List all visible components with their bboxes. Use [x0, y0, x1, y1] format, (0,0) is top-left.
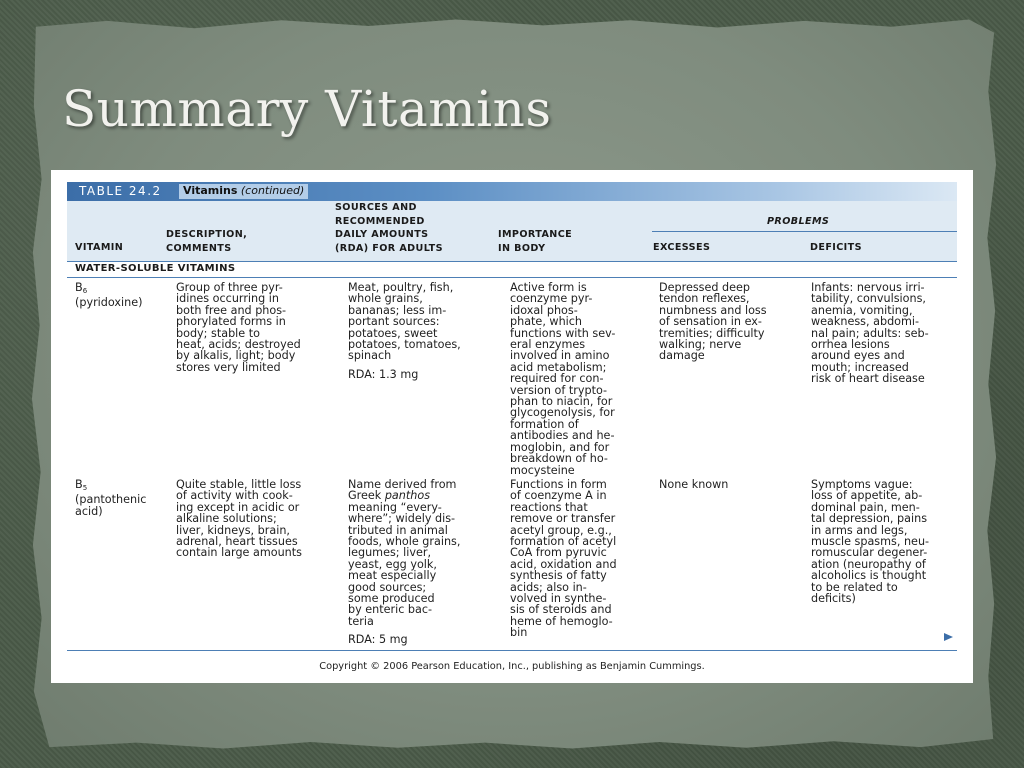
- header-importance-line: IMPORTANCE: [498, 229, 573, 240]
- table-name: [179, 184, 308, 199]
- text-line: tremities; difficulty: [659, 326, 765, 340]
- table-figure: [51, 170, 973, 683]
- text-line: stores very limited: [176, 360, 281, 374]
- text-line: acid, oxidation and: [510, 557, 617, 571]
- slide-title: Summary Vitamins: [62, 80, 552, 138]
- text-line: volved in synthe-: [510, 592, 607, 606]
- text-line: remove or transfer: [510, 512, 616, 526]
- row-b6-excesses: [659, 282, 767, 362]
- header-excesses: EXCESSES: [653, 242, 711, 253]
- text-line: moglobin, and for: [510, 440, 610, 454]
- table-number: TABLE 24.2: [79, 184, 162, 198]
- sources-lines: [348, 502, 460, 627]
- text-line: bananas; less im-: [348, 303, 447, 317]
- text-line: numbness and loss: [659, 303, 767, 317]
- text-line: walking; nerve: [659, 338, 742, 352]
- text-line: damage: [659, 349, 705, 363]
- row-b6-vitamin: [75, 282, 142, 309]
- text-line: meaning “every-: [348, 500, 442, 514]
- text-line: risk of heart disease: [811, 372, 925, 386]
- text-line: Functions in form: [510, 478, 607, 491]
- text-line: breakdown of ho-: [510, 452, 608, 466]
- text-line: idines occurring in: [176, 292, 279, 306]
- text-line: mocysteine: [510, 463, 575, 477]
- sources-pre: Greek: [348, 489, 385, 503]
- text-line: muscle spasms, neu-: [811, 535, 930, 549]
- text-line: of coenzyme A in: [510, 489, 607, 503]
- table-name-bold: Vitamins: [183, 184, 238, 197]
- text-line: to be related to: [811, 580, 898, 594]
- row-b5-vitamin: [75, 479, 146, 517]
- text-line: where”; widely dis-: [348, 512, 456, 526]
- text-line: legumes; liver,: [348, 546, 431, 560]
- text-line: eral enzymes: [510, 338, 586, 352]
- text-line: ing except in acidic or: [176, 500, 300, 514]
- text-line: dominal pain, men-: [811, 500, 920, 514]
- text-line: version of trypto-: [510, 383, 608, 397]
- section-label: WATER-SOLUBLE VITAMINS: [75, 263, 236, 274]
- vitamin-name: acid): [75, 504, 103, 518]
- text-line: acetyl group, e.g.,: [510, 523, 612, 537]
- text-line: acids; also in-: [510, 580, 587, 594]
- text-line: of activity with cook-: [176, 489, 293, 503]
- text-line: potatoes, sweet: [348, 326, 438, 340]
- text-line: CoA from pyruvic: [510, 546, 607, 560]
- text-line: orrhea lesions: [811, 338, 890, 352]
- text-line: coenzyme pyr-: [510, 292, 593, 306]
- text-line: formation of acetyl: [510, 535, 617, 549]
- text-line: tal depression, pains: [811, 512, 928, 526]
- text-line: mouth; increased: [811, 360, 909, 374]
- text-line: Group of three pyr-: [176, 281, 283, 294]
- vitamin-name: (pantothenic: [75, 493, 147, 507]
- text-line: alcoholics is thought: [811, 569, 927, 583]
- header-deficits: DEFICITS: [810, 242, 862, 253]
- rda-value: RDA: 5 mg: [348, 633, 408, 647]
- text-line: synthesis of fatty: [510, 569, 607, 583]
- text-line: tendon reflexes,: [659, 292, 750, 306]
- header-importance-line: IN BODY: [498, 242, 546, 254]
- vitamin-letter: B: [75, 478, 83, 491]
- text-line: spinach: [348, 349, 392, 363]
- header-vitamin: VITAMIN: [75, 242, 124, 253]
- text-line: heat, acids; destroyed: [176, 338, 301, 352]
- text-line: reactions that: [510, 500, 588, 514]
- text-line: by enteric bac-: [348, 603, 433, 617]
- sources-first-line: Name derived from: [348, 478, 457, 491]
- text-line: good sources;: [348, 580, 427, 594]
- text-line: alkaline solutions;: [176, 512, 277, 526]
- vitamin-subscript: 6: [82, 287, 88, 295]
- text-line: by alkalis, light; body: [176, 349, 296, 363]
- text-line: bin: [510, 626, 528, 640]
- text-line: yeast, egg yolk,: [348, 557, 437, 571]
- text-line: deficits): [811, 592, 856, 606]
- text-line: contain large amounts: [176, 546, 302, 560]
- text-line: Depressed deep: [659, 281, 751, 294]
- row-b5-importance: [510, 479, 617, 639]
- text-line: portant sources:: [348, 315, 440, 329]
- section-rule: [67, 277, 957, 278]
- text-line: sis of steroids and: [510, 603, 612, 617]
- text-line: acid metabolism;: [510, 360, 607, 374]
- text-line: potatoes, tomatoes,: [348, 338, 461, 352]
- text-line: foods, whole grains,: [348, 535, 461, 549]
- header-description: [166, 228, 247, 255]
- text-line: heme of hemoglo-: [510, 614, 613, 628]
- text-line: None known: [659, 478, 729, 491]
- text-line: nal pain; adults: seb-: [811, 326, 929, 340]
- header-description-line: DESCRIPTION,: [166, 229, 248, 240]
- header-description-line: COMMENTS: [166, 242, 232, 254]
- row-b6-sources: [348, 282, 461, 380]
- text-line: loss of appetite, ab-: [811, 489, 923, 503]
- header-importance: [498, 228, 572, 255]
- table-banner: [67, 182, 957, 201]
- text-line: idoxal phos-: [510, 303, 578, 317]
- text-line: Active form is: [510, 281, 587, 294]
- vitamin-letter: B: [75, 281, 83, 294]
- text-line: liver, kidneys, brain,: [176, 523, 290, 537]
- text-line: of sensation in ex-: [659, 315, 762, 329]
- text-line: phorylated forms in: [176, 315, 286, 329]
- header-sources-line: DAILY AMOUNTS: [335, 229, 429, 240]
- footer-rule: [67, 650, 957, 651]
- row-b6-description: [176, 282, 301, 373]
- text-line: romuscular degener-: [811, 546, 928, 560]
- text-line: Infants: nervous irri-: [811, 281, 925, 294]
- text-line: meat especially: [348, 569, 437, 583]
- header-sources-line: SOURCES AND: [335, 202, 417, 213]
- header-sources-line: RECOMMENDED: [335, 215, 425, 227]
- text-line: adrenal, heart tissues: [176, 535, 298, 549]
- row-b5-excesses: [659, 479, 728, 490]
- text-line: Meat, poultry, fish,: [348, 281, 454, 294]
- vitamin-subscript: 5: [82, 484, 88, 492]
- text-line: required for con-: [510, 372, 604, 386]
- text-line: Quite stable, little loss: [176, 478, 302, 491]
- copyright-text: Copyright © 2006 Pearson Education, Inc., publishing as Benjamin Cummings.: [319, 661, 705, 672]
- text-line: functions with sev-: [510, 326, 616, 340]
- text-line: Symptoms vague:: [811, 478, 913, 491]
- text-line: glycogenolysis, for: [510, 406, 615, 420]
- text-line: weakness, abdomi-: [811, 315, 920, 329]
- sources-lines: [348, 282, 461, 362]
- text-line: whole grains,: [348, 292, 423, 306]
- continue-arrow-icon: [944, 633, 953, 641]
- text-line: formation of: [510, 417, 579, 431]
- text-line: teria: [348, 614, 374, 628]
- sources-italic-word: panthos: [384, 489, 431, 503]
- text-line: some produced: [348, 592, 435, 606]
- problems-rule: [652, 231, 957, 232]
- row-b5-deficits: [811, 479, 929, 604]
- text-line: in arms and legs,: [811, 523, 908, 537]
- table-header: [67, 201, 957, 262]
- text-line: body; stable to: [176, 326, 260, 340]
- row-b6-deficits: [811, 282, 929, 385]
- text-line: tability, convulsions,: [811, 292, 926, 306]
- row-b5-sources: [348, 479, 460, 646]
- table-name-italic: (continued): [240, 184, 305, 197]
- row-b5-description: [176, 479, 302, 559]
- text-line: both free and phos-: [176, 303, 287, 317]
- text-line: antibodies and he-: [510, 429, 615, 443]
- text-line: tributed in animal: [348, 523, 448, 537]
- vitamin-name: (pyridoxine): [75, 296, 143, 310]
- text-line: anemia, vomiting,: [811, 303, 913, 317]
- text-line: around eyes and: [811, 349, 905, 363]
- header-problems: PROBLEMS: [767, 216, 830, 227]
- rda-value: RDA: 1.3 mg: [348, 367, 419, 381]
- header-sources-line: (RDA) FOR ADULTS: [335, 242, 443, 254]
- header-sources: [335, 201, 443, 255]
- row-b6-importance: [510, 282, 615, 476]
- text-line: phate, which: [510, 315, 583, 329]
- text-line: ation (neuropathy of: [811, 557, 926, 571]
- text-line: involved in amino: [510, 349, 610, 363]
- text-line: phan to niacin, for: [510, 395, 613, 409]
